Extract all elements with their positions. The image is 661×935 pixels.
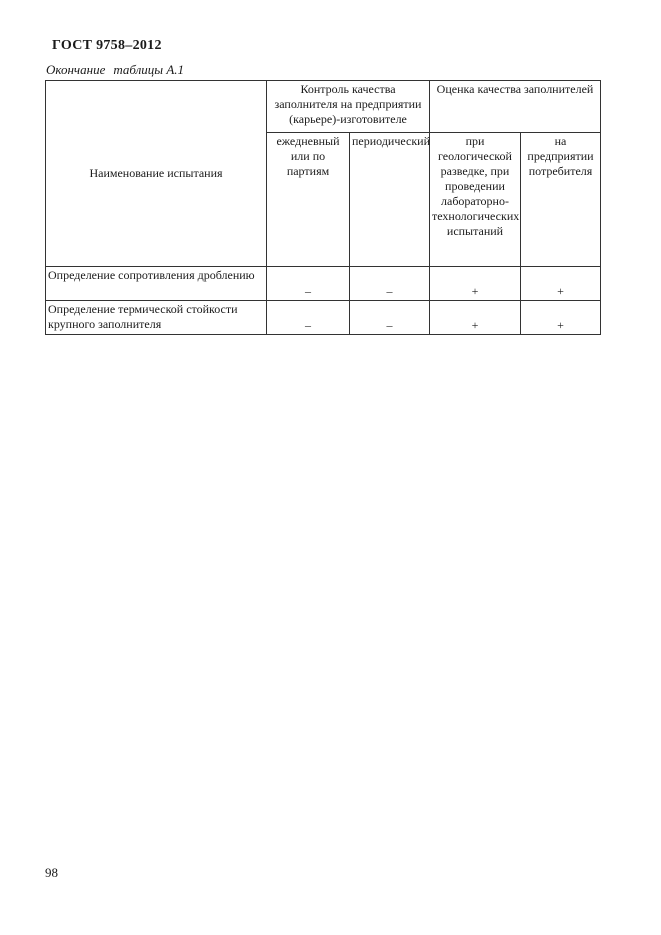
caption-prefix: Окончание: [46, 62, 106, 77]
row-test-name: Определение термической стойкости крупного заполнителя: [46, 301, 267, 335]
row-test-name: Определение сопротивления дроблению: [46, 267, 267, 301]
cell-geology: +: [430, 301, 521, 335]
header-consumer: на предприятии потребителя: [521, 133, 601, 267]
header-daily: ежедневный или по партиям: [267, 133, 350, 267]
header-periodic: периодический: [350, 133, 430, 267]
header-quality-control: Контроль качества заполнителя на предприятии (карьере)-изготовителе: [267, 81, 430, 133]
cell-consumer: +: [521, 301, 601, 335]
cell-consumer: +: [521, 267, 601, 301]
cell-daily: –: [267, 267, 350, 301]
caption-table-ref: таблицы А.1: [113, 62, 185, 77]
test-table: [45, 80, 601, 335]
header-geology: при геологической разведке, при проведении лабораторно-технологических испытаний: [430, 133, 521, 267]
header-quality-assessment: Оценка качества заполнителей: [430, 81, 601, 133]
cell-geology: +: [430, 267, 521, 301]
cell-daily: –: [267, 301, 350, 335]
document-code: ГОСТ 9758–2012: [52, 38, 162, 53]
header-test-name: Наименование испытания: [46, 81, 267, 267]
cell-periodic: –: [350, 267, 430, 301]
table-caption: [46, 62, 192, 78]
table-row: [46, 267, 601, 301]
table-row: [46, 301, 601, 335]
cell-periodic: –: [350, 301, 430, 335]
page-number: 98: [45, 865, 58, 880]
